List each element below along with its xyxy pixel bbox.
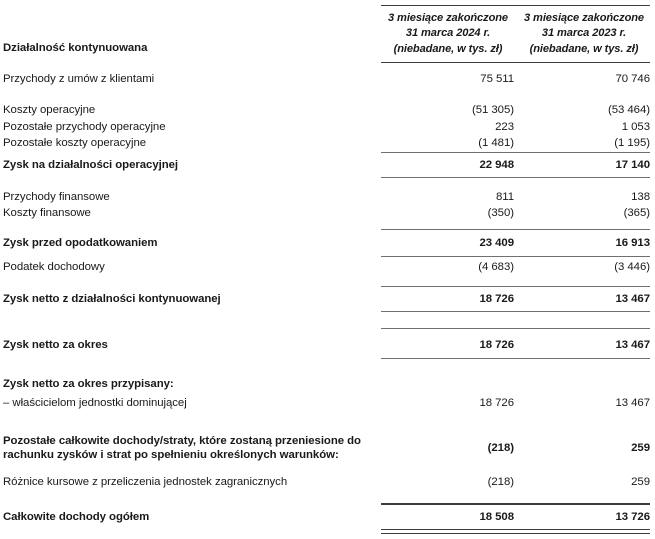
row-label-podatek-dochodowy: Podatek dochodowy (3, 261, 105, 273)
row-value-2024-koszty-finansowe: (350) (487, 207, 514, 219)
column-header-2023-line-2: 31 marca 2023 r. (541, 27, 627, 40)
row-value-2024-koszty-operacyjne: (51 305) (471, 104, 514, 116)
column-header-2023-line-1: 3 miesiące zakończone (524, 12, 644, 24)
row-value-2024-zysk-netto-za-okres: 18 726 (479, 339, 514, 351)
row-value-2023-zysk-netto-z-dzialalnosci-kontynuowanej: 13 467 (615, 293, 650, 305)
row-label-koszty-finansowe: Koszty finansowe (3, 207, 91, 219)
row-label-zysk-netto-za-okres-przypisany: Zysk netto za okres przypisany: (3, 378, 174, 390)
row-value-2024-przychody-finansowe: 811 (495, 191, 514, 203)
row-value-2024-zysk-przed-opodatkowaniem: 23 409 (479, 237, 514, 249)
row-value-2023-koszty-operacyjne: (53 464) (607, 104, 650, 116)
rule-net-profit-continuing-bottom (381, 311, 650, 312)
row-label-calkowite-dochody-ogolem: Całkowite dochody ogółem (3, 511, 150, 523)
row-value-2024-podatek-dochodowy: (4 683) (478, 261, 514, 273)
row-value-2024-pozostale-koszty-operacyjne: (1 481) (478, 137, 514, 149)
row-value-2023-koszty-finansowe: (365) (623, 207, 650, 219)
rule-operating-profit-top (381, 152, 650, 153)
row-label-pozostale-koszty-operacyjne: Pozostałe koszty operacyjne (3, 137, 147, 149)
row-label-zysk-przed-opodatkowaniem: Zysk przed opodatkowaniem (3, 237, 158, 249)
rule-net-profit-continuing-top (381, 286, 650, 287)
row-value-2024-pozostale-calkowite-dochody-straty: (218) (487, 442, 514, 454)
column-header-2024-line-2: 31 marca 2024 r. (405, 27, 491, 40)
column-header-2024-line-1: 3 miesiące zakończone (388, 12, 508, 24)
rule-total-income-top (381, 503, 650, 505)
row-value-2023-zysk-na-dzialalnosci-operacyjnej: 17 140 (615, 159, 650, 171)
row-value-2024-zysk-na-dzialalnosci-operacyjnej: 22 948 (479, 159, 514, 171)
row-value-2024-calkowite-dochody-ogolem: 18 508 (479, 511, 514, 523)
row-value-2023-pozostale-koszty-operacyjne: (1 195) (614, 137, 650, 149)
column-header-2023 (518, 11, 650, 57)
row-value-2024-pozostale-przychody-operacyjne: 223 (495, 121, 514, 133)
row-label-roznice-kursowe: Różnice kursowe z przeliczenia jednostek zagranicznych (3, 476, 288, 488)
row-value-2023-wlascicielom-jednostki-dominujacej: 13 467 (615, 397, 650, 409)
row-value-2024-zysk-netto-z-dzialalnosci-kontynuowanej: 18 726 (479, 293, 514, 305)
row-label-przychody-z-umow-z-klientami: Przychody z umów z klientami (3, 73, 155, 85)
row-value-2023-podatek-dochodowy: (3 446) (614, 261, 650, 273)
rule-total-income-bottom-1 (381, 529, 650, 530)
row-label-koszty-operacyjne: Koszty operacyjne (3, 104, 96, 116)
row-label-zysk-netto-z-dzialalnosci-kontynuowanej: Zysk netto z działalności kontynuowanej (3, 293, 221, 305)
row-value-2024-roznice-kursowe: (218) (487, 476, 514, 488)
row-label-pozostale-calkowite-dochody-straty: Pozostałe całkowite dochody/straty, które zostaną przeniesione do rachunku zysków i strat po spełnieniu określonych warunków: (3, 435, 361, 462)
column-header-2024 (381, 11, 515, 57)
column-header-2023-line-3: (niebadane, w tys. zł) (529, 42, 639, 55)
row-label-zysk-na-dzialalnosci-operacyjnej: Zysk na działalności operacyjnej (3, 159, 179, 171)
row-value-2024-wlascicielom-jednostki-dominujacej: 18 726 (479, 397, 514, 409)
rule-header-top (381, 5, 650, 6)
row-value-2023-roznice-kursowe: 259 (631, 476, 650, 488)
row-value-2023-pozostale-przychody-operacyjne: 1 053 (621, 121, 650, 133)
row-value-2023-pozostale-calkowite-dochody-straty: 259 (631, 442, 650, 454)
rule-net-profit-period-top (381, 328, 650, 329)
row-value-2023-zysk-netto-za-okres: 13 467 (615, 339, 650, 351)
row-label-wlascicielom-jednostki-dominujacej: – właścicielom jednostki dominującej (3, 397, 187, 409)
rule-pretax-profit-top (381, 229, 650, 230)
rule-pretax-profit-bottom (381, 256, 650, 257)
column-header-2024-line-3: (niebadane, w tys. zł) (393, 42, 503, 55)
row-value-2023-przychody-z-umow-z-klientami: 70 746 (615, 73, 650, 85)
rule-net-profit-period-bottom (381, 358, 650, 359)
rule-header-bottom (381, 62, 650, 63)
row-value-2023-calkowite-dochody-ogolem: 13 726 (615, 511, 650, 523)
row-label-przychody-finansowe: Przychody finansowe (3, 191, 110, 203)
row-label-dzialalnosc-kontynuowana: Działalność kontynuowana (3, 42, 148, 54)
rule-operating-profit-bottom (381, 177, 650, 178)
row-label-zysk-netto-za-okres: Zysk netto za okres (3, 339, 108, 351)
row-value-2023-przychody-finansowe: 138 (631, 191, 650, 203)
row-label-pozostale-przychody-operacyjne: Pozostałe przychody operacyjne (3, 121, 166, 133)
row-value-2023-zysk-przed-opodatkowaniem: 16 913 (615, 237, 650, 249)
rule-total-income-bottom-2 (381, 533, 650, 534)
row-value-2024-przychody-z-umow-z-klientami: 75 511 (480, 73, 514, 85)
